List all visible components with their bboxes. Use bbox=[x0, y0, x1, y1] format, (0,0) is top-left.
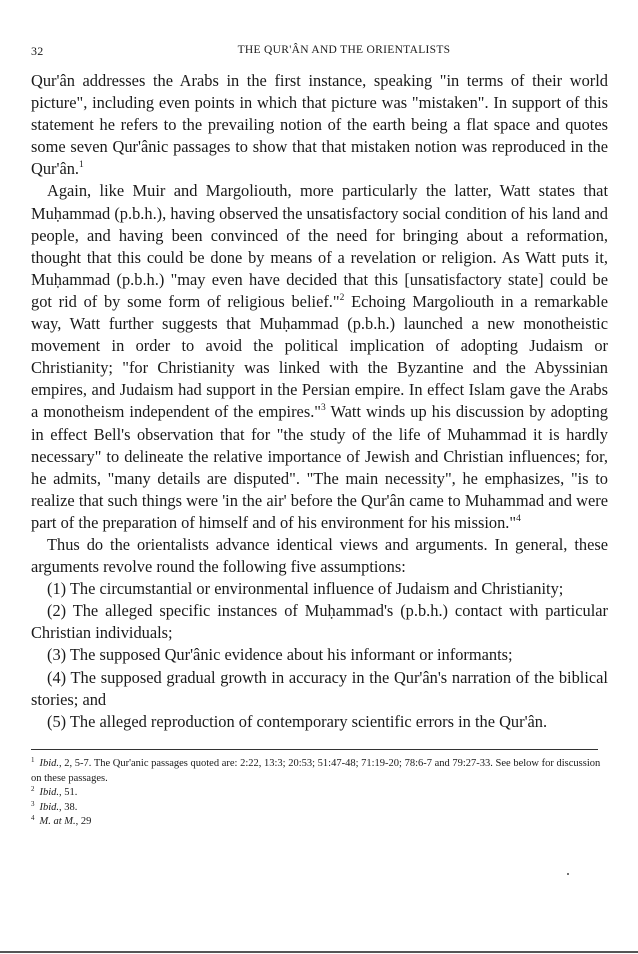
footnote-ref: Ibid. bbox=[39, 758, 60, 769]
footnote-ref: Ibid. bbox=[39, 801, 60, 813]
assumption-4: (4) The supposed gradual growth in accuracy in the Qur'ân's narration of the biblical stories; and bbox=[31, 667, 608, 709]
footnote-4 bbox=[31, 815, 603, 830]
footnotes bbox=[31, 757, 603, 830]
footnote-ref-1: 1 bbox=[79, 160, 84, 171]
page-bottom-edge bbox=[0, 951, 638, 953]
paragraph-1-text: Qur'ân addresses the Arabs in the first instance, speaking "in terms of their world picture", including even points in which that picture was "mistaken". In support of this statement he refers to the prevailing notion of the earth being a flat space and quotes some seven Qur'ânic passages to show that that mistaken notion was reproduced in the Qur'ân. bbox=[31, 71, 608, 179]
assumption-3: (3) The supposed Qur'ânic evidence about his informant or informants; bbox=[47, 645, 513, 665]
footnote-number: 1 bbox=[31, 756, 35, 764]
footnote-3 bbox=[31, 801, 603, 816]
footnote-text: , 51. bbox=[59, 787, 78, 799]
footnote-ref-2: 2 bbox=[339, 292, 345, 303]
paragraph-2-text-a: Again, like Muir and Margoliouth, more particularly the latter, Watt states that Muḥammad (p.b.h.), having observed the unsatisfactory social condition of his land and people, and having been convinced of the need for bringing about a reformation, thought that this could be done by means of a revelation or religion. As Watt puts it, Muḥammad (p.b.h.) "may even have decided that this [unsatisfactory state] could be got rid of by some form of religious belief." bbox=[31, 181, 608, 311]
assumption-5: (5) The alleged reproduction of contemporary scientific errors in the Qur'ân. bbox=[47, 711, 548, 731]
footnote-text: , 2, 5-7. The Qur'anic passages quoted are: 2:22, 13:3; 20:53; 51:47-48; 71:19-20; 78:6-7 and 79:27-33. See below for discussion on these passages. bbox=[31, 758, 601, 784]
footnote-ref-4: 4 bbox=[516, 513, 521, 524]
footnote-ref: M. at M. bbox=[39, 816, 76, 828]
paragraph-3: Thus do the orientalists advance identical views and arguments. In general, these arguments revolve round the following five assumptions: bbox=[31, 534, 608, 577]
footnote-ref: Ibid. bbox=[39, 787, 60, 799]
body-text bbox=[31, 70, 608, 733]
footnote-text: , 38. bbox=[59, 801, 78, 813]
assumption-1: (1) The circumstantial or environmental influence of Judaism and Christianity; bbox=[47, 579, 564, 599]
footnote-text: , 29 bbox=[75, 816, 92, 828]
assumption-2: (2) The alleged specific instances of Muḥammad's (p.b.h.) contact with particular Christian individuals; bbox=[31, 601, 608, 643]
footnote-number: 2 bbox=[31, 785, 35, 794]
footnote-1 bbox=[31, 757, 603, 786]
footnote-number: 3 bbox=[31, 799, 35, 808]
stray-mark bbox=[567, 873, 569, 875]
footnote-ref-3: 3 bbox=[320, 403, 326, 414]
footnote-2 bbox=[31, 786, 603, 801]
footnote-number: 4 bbox=[31, 814, 35, 823]
paragraph-2 bbox=[31, 180, 608, 534]
paragraph-2-text-b: Echoing Margoliouth in a remarkable way, Watt further suggests that Muḥammad (p.b.h.) launched a new monotheistic movement in order to avoid the political implication of adopting Judaism or Christianity; "for Christianity was linked with the Byzantine and the Abyssinian empires, and Judaism had support in the Persian empire. In effect Islam gave the Arabs a monotheism independent of the empires." bbox=[31, 291, 608, 422]
paragraph-2-text-c: Watt winds up his discussion by adopting in effect Bell's observation that for "the study of the life of Muhammad it is hardly necessary" to delineate the relative importance of Jewish and Christian influences; for, he admits, "many details are disputed". "The main necessity", he emphasizes, "is to realize that such things were 'in the air' before the Qur'ân came to Muhammad and were part of the preparation of himself and of his environment for his mission." bbox=[31, 402, 608, 532]
running-title: THE QUR'ÂN AND THE ORIENTALISTS bbox=[237, 44, 451, 56]
paragraph-1 bbox=[31, 70, 608, 180]
footnote-divider bbox=[31, 749, 598, 750]
page-number: 32 bbox=[31, 44, 44, 58]
